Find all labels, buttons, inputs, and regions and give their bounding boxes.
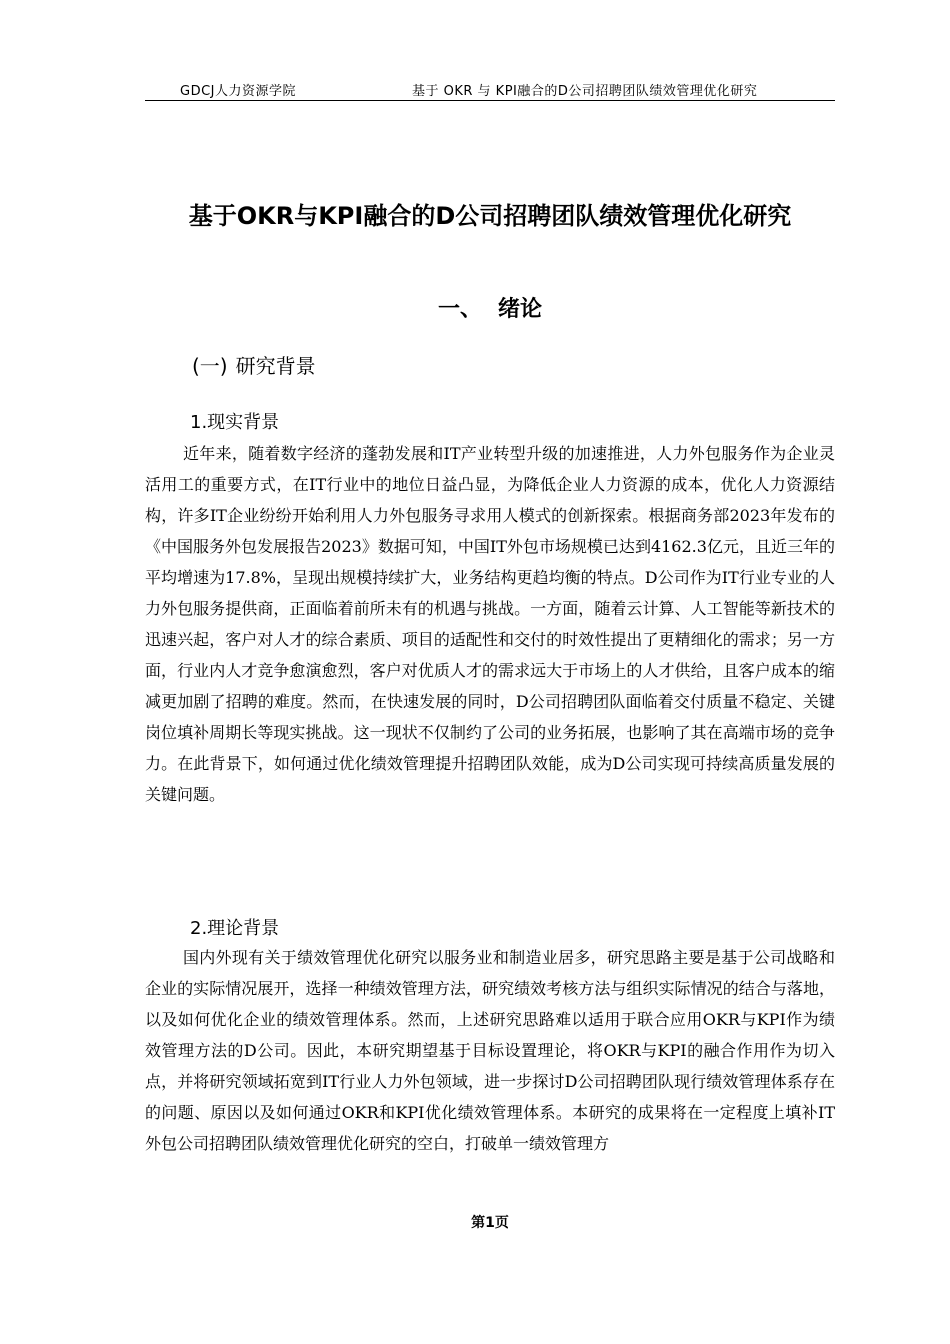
subsection-heading-1: 1.现实背景 <box>190 412 280 433</box>
paragraph-theoretical-background: 国内外现有关于绩效管理优化研究以服务业和制造业居多，研究思路主要是基于公司战略和企业的实际情况展开，选择一种绩效管理方法，研究绩效考核方法与组织实际情况的结合与落地，以及如何优化企业的绩效管理体系。然而，上述研究思路难以适用于联合应用OKR与KPI作为绩效管理方法的D公司。因此，本研究期望基于目标设置理论，将OKR与KPI的融合作用作为切入点，并将研究领域拓宽到IT行业人力外包领域，进一步探讨D公司招聘团队现行绩效管理体系存在的问题、原因以及如何通过OKR和KPI优化绩效管理体系。本研究的成果将在一定程度上填补IT外包公司招聘团队绩效管理优化研究的空白，打破单一绩效管理方 <box>145 948 835 1153</box>
section-title: 研究背景 <box>235 354 316 378</box>
page-number: 第1页 <box>471 1215 509 1231</box>
running-header-left: GDCJ人力资源学院 <box>180 84 296 99</box>
subsection-heading-2: 2.理论背景 <box>190 918 280 939</box>
paper-title: 基于OKR与KPI融合的D公司招聘团队绩效管理优化研究 <box>188 202 792 230</box>
section-number: (一) <box>192 354 228 378</box>
paragraph-practical-background: 近年来，随着数字经济的蓬勃发展和IT产业转型升级的加速推进，人力外包服务作为企业灵活用工的重要方式，在IT行业中的地位日益凸显，为降低企业人力资源的成本，优化人力资源结构，许多IT企业纷纷开始利用人力外包服务寻求用人模式的创新探索。根据商务部2023年发布的《中国服务外包发展报告2023》数据可知，中国IT外包市场规模已达到4162.3亿元，且近三年的平均增速为17.8%，呈现出规模持续扩大，业务结构更趋均衡的特点。D公司作为IT行业专业的人力外包服务提供商，正面临着前所未有的机遇与挑战。一方面，随着云计算、人工智能等新技术的迅速兴起，客户对人才的综合素质、项目的适配性和交付的时效性提出了更精细化的需求；另一方面，行业内人才竞争愈演愈烈，客户对优质人才的需求远大于市场上的人才供给，且客户成本的缩减更加剧了招聘的难度。然而，在快速发展的同时，D公司招聘团队面临着交付质量不稳定、关键岗位填补周期长等现实挑战。这一现状不仅制约了公司的业务拓展，也影响了其在高端市场的竞争力。在此背景下，如何通过优化绩效管理提升招聘团队效能，成为D公司实现可持续高质量发展的关键问题。 <box>145 444 835 804</box>
chapter-title: 绪论 <box>498 297 543 322</box>
chapter-heading <box>145 292 835 323</box>
running-header-right: 基于 OKR 与 KPI融合的D公司招聘团队绩效管理优化研究 <box>412 84 758 99</box>
section-heading <box>192 350 316 379</box>
header-rule <box>145 100 835 101</box>
chapter-number: 一、 <box>437 297 482 322</box>
